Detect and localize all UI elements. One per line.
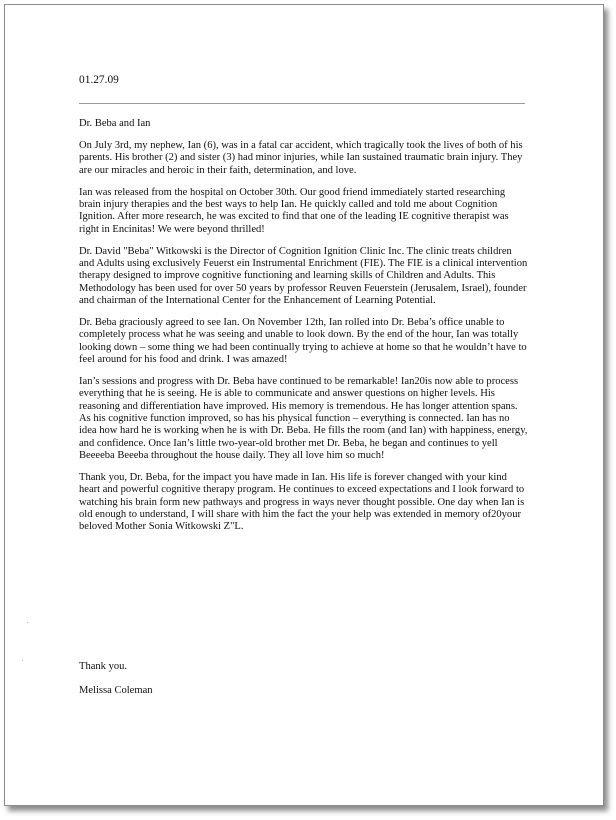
letter-date: 01.27.09 <box>79 74 119 86</box>
salutation: Dr. Beba and Ian <box>79 118 151 129</box>
paragraph-thanks: Thank you, Dr. Beba, for the impact you have made in Ian. His life is forever changed with your kind heart and powerful cognitive therapy program. He continues to exceed expectations and I look forward to watching his brain form new pathways and progress in ways never thought possible. One day when Ian is old enough to understand, I will share with him the fact the your help was extended in memory of20your beloved Mother Sonia Witkowski Z"L. <box>79 471 525 533</box>
signature-name: Melissa Coleman <box>79 685 153 696</box>
closing-line: Thank you. <box>79 661 128 672</box>
letter-body <box>79 118 529 543</box>
letter-page <box>4 4 604 806</box>
paragraph-accident: On July 3rd, my nephew, Ian (6), was in a fatal car accident, which tragically took the lives of both of his parents. His brother (2) and sister (3) had minor injuries, while Ian sustained traumatic brain injury. They are our miracles and heroic in their faith, determination, and love. <box>79 139 523 176</box>
scan-speck <box>22 660 23 661</box>
paragraph-first-visit: Dr. Beba graciously agreed to see Ian. On November 12th, Ian rolled into Dr. Beba’s office unable to completely process what he was seeing and unable to look down. By the end of the hour, Ian was totally looking down – some thing we had been continually trying to achieve at home so that he wouldn’t have to feel around for his food and drink. I was amazed! <box>79 316 527 365</box>
header-divider <box>79 103 525 104</box>
scan-speck <box>27 622 28 623</box>
paragraph-progress: Ian’s sessions and progress with Dr. Beba have continued to be remarkable! Ian20is now able to process everything that he is seeing. He is able to communicate and answer questions on higher levels. His reasoning and differentiation have improved. His memory is tremendous. He has longer attention spans. As his cognitive function improved, so has his physical function – everything is connected. Ian has no idea how hard he is working when he is with Dr. Beba. He fills the room (and Ian) with happiness, energy, and confidence. Once Ian’s little two-year-old brother met Dr. Beba, he began and continues to yell Beeeeba Beeeba throughout the house daily. They all love him so much! <box>79 375 528 461</box>
paragraph-release: Ian was released from the hospital on October 30th. Our good friend immediately started researching brain injury therapies and the best ways to help Ian. He quickly called and told me about Cognition Ignition. After more research, he was excited to find that one of the leading IE cognitive therapist was right in Encinitas! We were beyond thrilled! <box>79 186 509 235</box>
paragraph-clinic: Dr. David "Beba" Witkowski is the Director of Cognition Ignition Clinic Inc. The clinic treats children and Adults using exclusively Feuerst ein Instrumental Enrichment (FIE). The FIE is a clinical intervention therapy designed to improve cognitive functioning and learning skills of Children and Adults. This Methodology has been used for over 50 years by professor Reuven Feuerstein (Jerusalem, Israel), founder and chairman of the International Center for the Enhancement of Learning Potential. <box>79 245 528 306</box>
